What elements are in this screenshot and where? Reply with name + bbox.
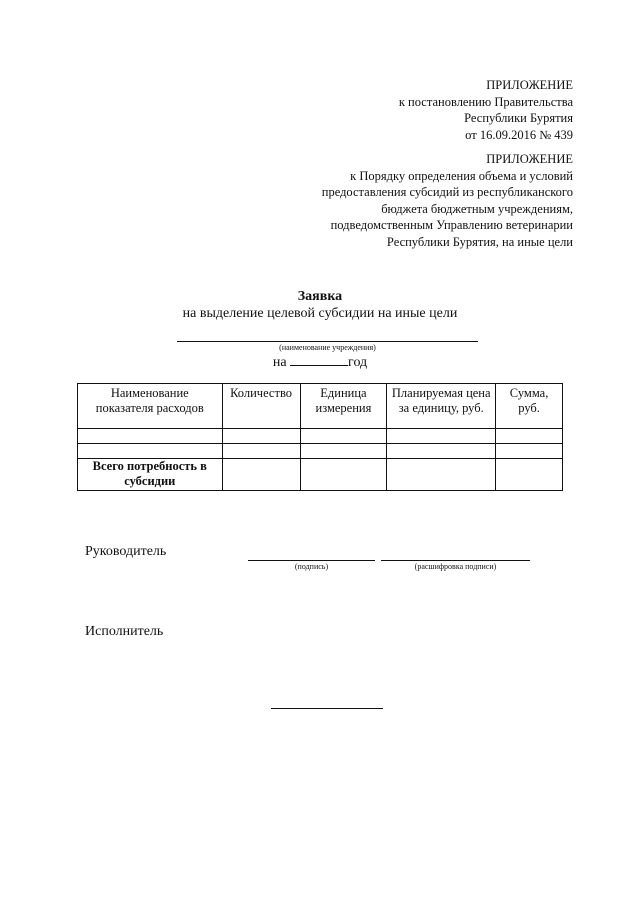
signature-decode-line[interactable] — [381, 560, 530, 561]
appendix-2-line: подведомственным Управлению ветеринарии — [330, 218, 573, 232]
table-cell[interactable] — [222, 429, 300, 444]
appendix-2-line: бюджета бюджетным учреждениям, — [381, 201, 573, 216]
signature-line[interactable] — [248, 560, 375, 561]
year-prefix: на — [272, 355, 287, 370]
column-header: Наименование показателя расходов — [78, 384, 223, 429]
column-header: Планируемая цена за единицу, руб. — [387, 384, 496, 429]
year-input-line[interactable] — [290, 353, 348, 366]
table-cell[interactable] — [78, 429, 223, 444]
appendix-2 — [322, 151, 573, 250]
appendix-2-line: предоставления субсидий из республиканского — [321, 185, 573, 199]
table-cell[interactable] — [496, 444, 563, 459]
table-row — [78, 444, 563, 459]
table-cell[interactable] — [300, 429, 387, 444]
institution-name-line[interactable] — [177, 341, 478, 342]
table-total-row — [78, 459, 563, 491]
table-cell[interactable] — [496, 459, 563, 491]
table-cell[interactable] — [222, 459, 300, 491]
year-line — [0, 353, 640, 371]
year-suffix: год — [348, 355, 368, 370]
appendix-1-line: Республики Бурятия — [464, 111, 573, 125]
institution-caption: (наименование учреждения) — [279, 343, 376, 352]
table-cell[interactable] — [300, 444, 387, 459]
decode-caption: (расшифровка подписи) — [414, 562, 497, 571]
executor-line[interactable] — [271, 708, 383, 709]
expenses-table — [77, 383, 563, 491]
head-label: Руководитель — [85, 544, 167, 559]
total-label: Всего потребность в субсидии — [78, 459, 223, 491]
column-header: Единица измерения — [300, 384, 387, 429]
column-header: Количество — [222, 384, 300, 429]
table-cell[interactable] — [78, 444, 223, 459]
appendix-1-line: от 16.09.2016 № 439 — [465, 127, 573, 142]
table-cell[interactable] — [222, 444, 300, 459]
column-header: Сумма, руб. — [496, 384, 563, 429]
table-row — [78, 429, 563, 444]
table-cell[interactable] — [300, 459, 387, 491]
appendix-2-line: к Порядку определения объема и условий — [350, 168, 573, 183]
table-cell[interactable] — [387, 459, 496, 491]
table-cell[interactable] — [387, 444, 496, 459]
table-cell[interactable] — [496, 429, 563, 444]
executor-label: Исполнитель — [85, 624, 164, 639]
appendix-2-line: Республики Бурятия, на иные цели — [386, 234, 573, 249]
appendix-2-heading: ПРИЛОЖЕНИЕ — [486, 152, 573, 166]
document-title: Заявка — [297, 289, 343, 304]
appendix-1 — [399, 77, 573, 143]
table-cell[interactable] — [387, 429, 496, 444]
signature-caption: (подпись) — [294, 562, 329, 571]
appendix-1-line: к постановлению Правительства — [398, 94, 573, 109]
appendix-1-heading: ПРИЛОЖЕНИЕ — [486, 78, 573, 92]
document-subtitle: на выделение целевой субсидии на иные цели — [182, 306, 458, 321]
table-header-row — [78, 384, 563, 429]
